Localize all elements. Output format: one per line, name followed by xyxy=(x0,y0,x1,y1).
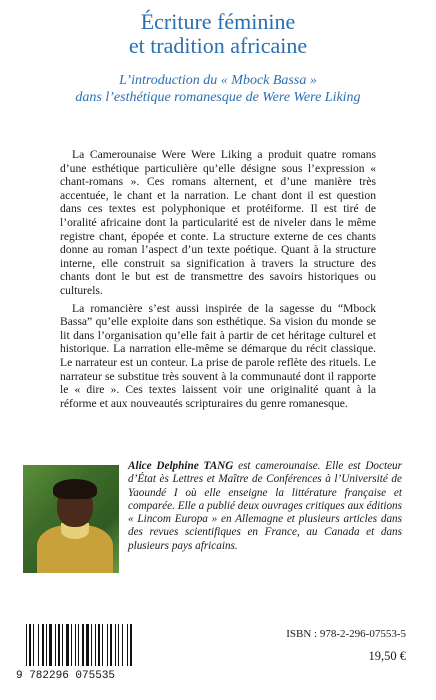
author-photo xyxy=(23,465,119,573)
book-title-line-1: Écriture féminine xyxy=(140,9,296,34)
barcode-digits: 9 782296 075535 xyxy=(16,670,116,680)
barcode xyxy=(14,622,174,680)
book-subtitle xyxy=(0,72,436,106)
barcode-bars xyxy=(26,624,132,666)
book-subtitle-line-1: L’introduction du « Mbock Bassa » xyxy=(119,73,317,88)
price: 19,50 € xyxy=(368,649,406,663)
isbn: ISBN : 978-2-296-07553-5 xyxy=(286,628,406,640)
summary-paragraph-1: La Camerounaise Were Were Liking a produit quatre romans d’une esthétique particulière qu’elle désigne sous l’expression « chant-romans ». Ces romans alternent, et d’une manière très accentuée, le chant et la narration. Le chant dont il est question dans ces textes est polyphonique et protéiforme. Il est tiré de l’oralité africaine dont la particularité est de niveler dans le même registre chant, épopée et conte. La structure externe de ces chants donne au roman l’aspect d’un texte poétique. Quant à la structure interne, elle construit sa signification à travers la structure des chants dont le but est de transmettre des savoirs historiques ou culturels. xyxy=(60,148,376,297)
author-bio-text: est camerounaise. Elle est Docteur d’État ès Lettres et Maître de Conférences à l’Université de Yaoundé I où elle enseigne la littérature française et comparée. Elle a publié deux ouvrages critiques aux éditions « Lincom Europa » en Allemagne et plusieurs articles dans des revues scientifiques en France, au Canada et dans plusieurs pays africains. xyxy=(128,460,402,552)
summary-text xyxy=(60,148,376,414)
book-subtitle-line-2: dans l’esthétique romanesque de Were Were Liking xyxy=(75,90,361,105)
book-title-line-2: et tradition africaine xyxy=(128,33,308,58)
summary-paragraph-2: La romancière s’est aussi inspirée de la sagesse du “Mbock Bassa” qu’elle exploite dans son esthétique. Sa vision du monde se lit dans l’organisation qu’elle fait à partir de cet héritage culturel et historique. La narration elle-même se démarque du récit classique. Le narrateur est un conteur. La prise de parole reflète des rituels. Le narrateur se substitue très souvent à la communauté dont il rapporte le « dire ». Ces textes laissent voir une originalité quant à la réforme et aux nouveautés scripturaires du genre romanesque. xyxy=(60,301,376,410)
book-title xyxy=(0,10,436,58)
author-name: Alice Delphine TANG xyxy=(128,460,234,472)
author-bio xyxy=(128,460,402,553)
